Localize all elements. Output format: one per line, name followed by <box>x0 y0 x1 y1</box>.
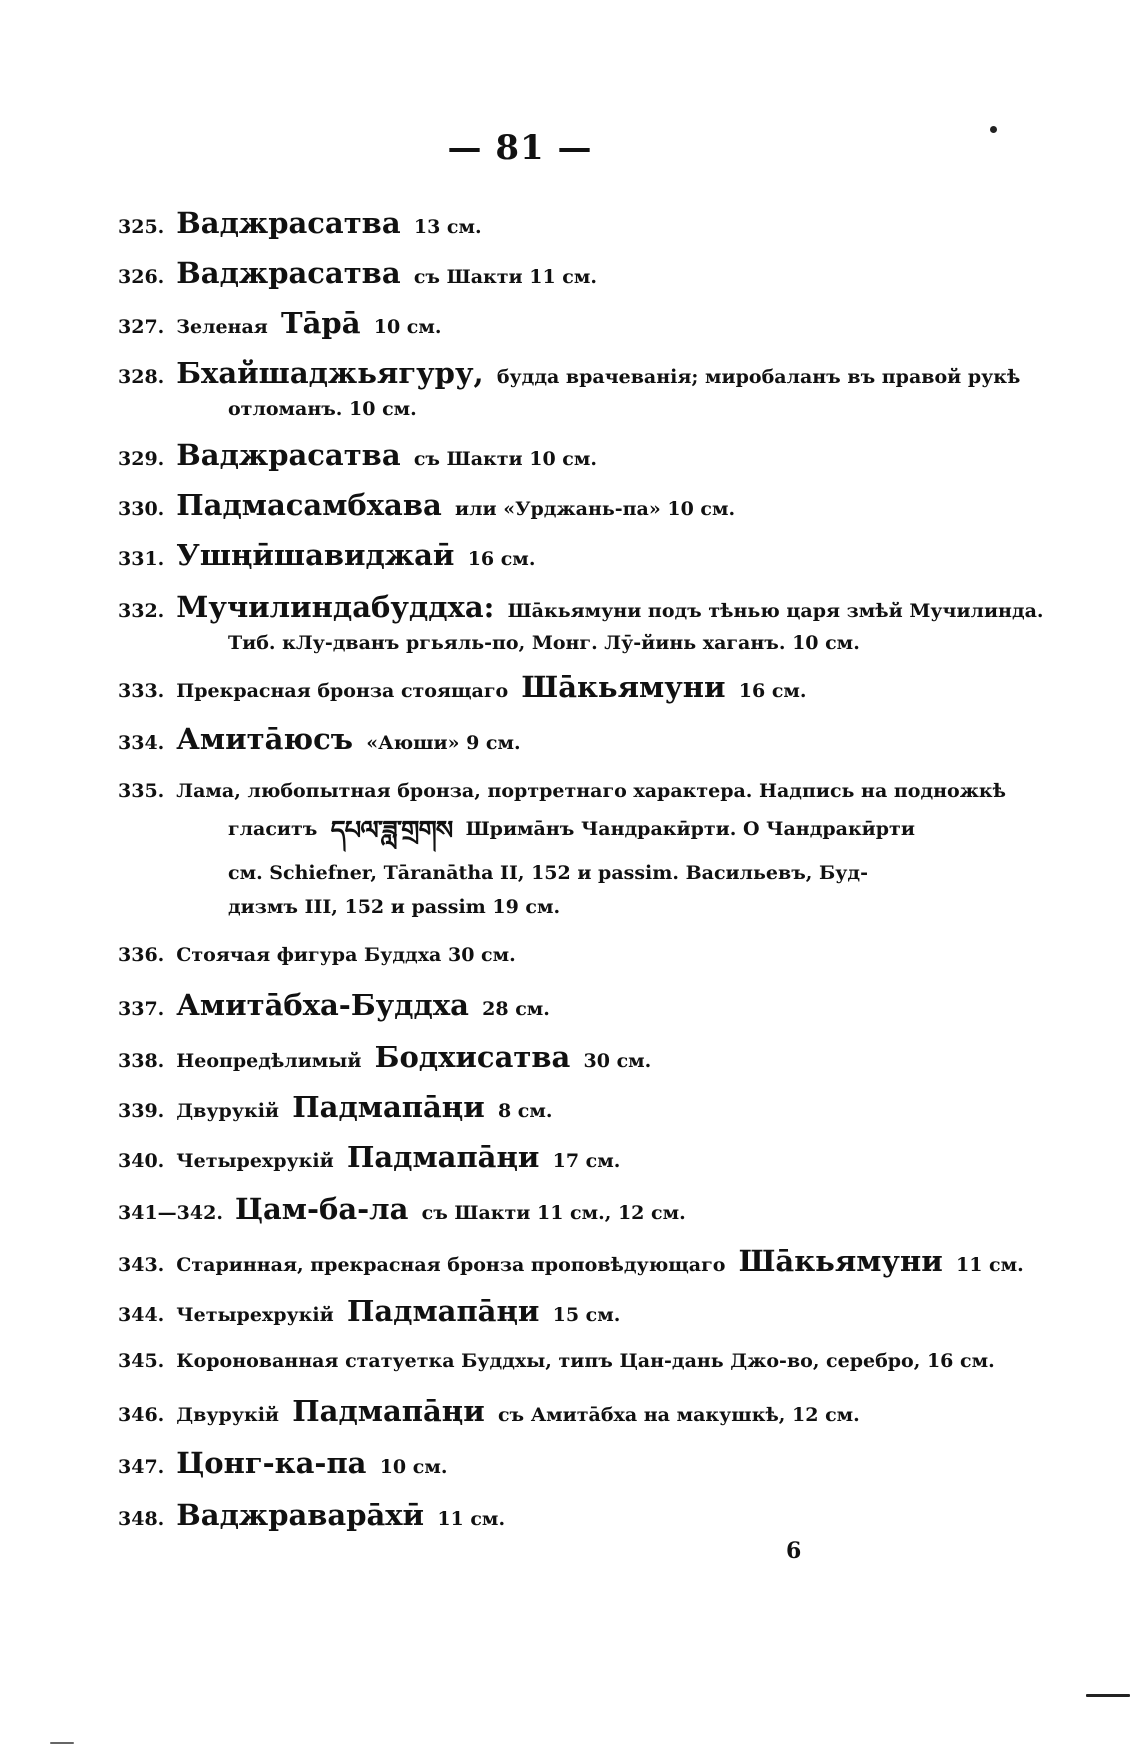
entry-text: Шāкьямуни подъ тѣнью царя змѣй Мучилинда. <box>507 600 1044 622</box>
entry-title: Ваджрасатва <box>176 206 401 240</box>
entry-number: 326. <box>118 266 165 288</box>
entry-text: съ Амитāбха на макушкѣ, 12 см. <box>497 1404 860 1426</box>
catalog-entry-328 <box>118 354 1021 428</box>
entry-text: 30 см. <box>583 1050 652 1072</box>
entry-title: Амитāюсъ <box>176 722 353 756</box>
catalog-entry-334 <box>118 720 938 762</box>
entry-text-prefix: Двурукій <box>176 1404 280 1426</box>
page-number: — 81 — <box>447 128 593 168</box>
entry-text: съ Шакти 10 см. <box>413 448 597 470</box>
entry-title: Шāкьямуни <box>738 1244 943 1278</box>
entry-title: Амитāбха-Буддха <box>176 988 469 1022</box>
catalog-entry-335 <box>118 772 1006 926</box>
catalog-entry-327 <box>118 304 938 346</box>
entry-number: 346. <box>118 1404 165 1426</box>
catalog-entry-329 <box>118 436 938 478</box>
entry-text-prefix: Двурукій <box>176 1100 280 1122</box>
entry-text: 11 см. <box>955 1254 1024 1276</box>
entry-text: Стоячая фигура Буддха 30 см. <box>176 944 516 966</box>
entry-title: Шāкьямуни <box>521 670 726 704</box>
entry-continuation: отломанъ. 10 см. <box>228 398 417 420</box>
entry-title: Мучилиндабуддха: <box>176 590 495 624</box>
entry-title: Ваджраварāхӣ <box>176 1498 425 1532</box>
scan-mark <box>50 1742 74 1744</box>
entry-continuation-tail: Шримāнъ Чандракӣрти. О Чандракӣрти <box>465 818 915 840</box>
entry-number: 332. <box>118 600 165 622</box>
catalog-entry-337 <box>118 986 938 1028</box>
entry-number: 328. <box>118 366 165 388</box>
entry-continuation <box>118 810 938 850</box>
entry-continuation-line4: дизмъ III, 152 и passim 19 см. <box>228 896 561 918</box>
entry-title: Падмапāңи <box>346 1294 540 1328</box>
entry-text: 17 см. <box>552 1150 621 1172</box>
entry-number: 337. <box>118 998 165 1020</box>
catalog-entry-332 <box>118 588 1044 662</box>
entry-title: Падмасамбхава <box>176 488 442 522</box>
entry-text: 16 см. <box>738 680 807 702</box>
catalog-entry-339 <box>118 1088 938 1130</box>
entry-text-prefix: Зеленая <box>176 316 268 338</box>
entry-title: Цонг-ка-па <box>176 1446 367 1480</box>
entry-number: 343. <box>118 1254 165 1276</box>
entry-number: 340. <box>118 1150 165 1172</box>
entry-title: Падмапāңи <box>292 1394 485 1428</box>
entry-title: Тāрā <box>281 306 361 340</box>
catalog-entry-326 <box>118 254 938 296</box>
entry-text: будда врачеванія; миробаланъ въ правой рукѣ <box>496 366 1021 388</box>
entry-continuation-line3: см. Schiefner, Tāranātha II, 152 и passim. Васильевъ, Буд- <box>228 862 868 884</box>
entry-number: 347. <box>118 1456 165 1478</box>
catalog-entry-345 <box>118 1342 995 1380</box>
entry-title: Ушңӣшавиджаӣ <box>176 538 455 572</box>
entry-text: съ Шакти 11 см. <box>413 266 597 288</box>
entry-text-prefix: Четырехрукій <box>176 1304 334 1326</box>
entry-text: Коронованная статуетка Буддхы, типъ Цан-дань Джо-во, серебро, 16 см. <box>176 1350 995 1372</box>
catalog-entry-344 <box>118 1292 938 1334</box>
tibetan-inscription: དཔལ་ཟླ་གྲགས <box>330 816 453 846</box>
entry-text: 8 см. <box>497 1100 553 1122</box>
entry-text-prefix: Старинная, прекрасная бронза проповѣдующаго <box>176 1254 726 1276</box>
entry-text: «Аюши» 9 см. <box>366 732 521 754</box>
sheet-signature: 6 <box>786 1538 802 1564</box>
catalog-entry-343 <box>118 1242 1024 1284</box>
entry-title: Падмапāңи <box>292 1090 485 1124</box>
entry-text: 11 см. <box>437 1508 506 1530</box>
catalog-entry-330 <box>118 486 938 528</box>
entry-number: 344. <box>118 1304 165 1326</box>
entry-text: 16 см. <box>467 548 536 570</box>
scan-speck <box>990 126 997 133</box>
entry-title: Бхайшаджьягуру, <box>176 356 484 390</box>
entry-title: Цам-ба-ла <box>234 1192 409 1226</box>
catalog-entry-347 <box>118 1444 938 1486</box>
catalog-entry-341-342 <box>118 1190 938 1232</box>
entry-text: или «Урджань-па» 10 см. <box>455 498 736 520</box>
catalog-entry-325 <box>118 204 938 246</box>
entry-number: 348. <box>118 1508 165 1530</box>
scan-mark <box>1086 1694 1130 1697</box>
entry-text: 15 см. <box>552 1304 621 1326</box>
catalog-entry-336 <box>118 936 938 974</box>
entry-text-prefix: Прекрасная бронза стоящаго <box>176 680 509 702</box>
entry-text: съ Шакти 11 см., 12 см. <box>421 1202 686 1224</box>
entry-text: 10 см. <box>373 316 442 338</box>
entry-number: 329. <box>118 448 165 470</box>
catalog-entry-331 <box>118 536 938 578</box>
entry-number: 341—342. <box>118 1202 223 1224</box>
entry-title: Бодхисатва <box>374 1040 571 1074</box>
entry-text: 28 см. <box>482 998 550 1020</box>
entry-text-prefix: Четырехрукій <box>176 1150 334 1172</box>
entry-text: 10 см. <box>379 1456 448 1478</box>
entry-number: 335. <box>118 780 165 802</box>
entry-continuation: Тиб. кЛу-дванъ ргьяль-по, Монг. Лӯ-йинь хаганъ. 10 см. <box>228 632 860 654</box>
catalog-entry-338 <box>118 1038 938 1080</box>
entry-number: 334. <box>118 732 165 754</box>
entry-continuation-lead: гласитъ <box>228 818 318 840</box>
entry-number: 330. <box>118 498 165 520</box>
entry-text: 13 см. <box>413 216 482 238</box>
entry-number: 331. <box>118 548 165 570</box>
entry-text: Лама, любопытная бронза, портретнаго характера. Надпись на подножкѣ <box>176 780 1006 802</box>
catalog-entry-346 <box>118 1392 938 1434</box>
entry-number: 325. <box>118 216 165 238</box>
entry-number: 339. <box>118 1100 165 1122</box>
entry-number: 327. <box>118 316 165 338</box>
entry-number: 333. <box>118 680 165 702</box>
entry-text-prefix: Неопредѣлимый <box>176 1050 362 1072</box>
entry-number: 345. <box>118 1350 165 1372</box>
entry-title: Ваджрасатва <box>176 256 401 290</box>
entry-title: Ваджрасатва <box>176 438 401 472</box>
catalog-entry-348 <box>118 1496 938 1538</box>
entry-number: 338. <box>118 1050 165 1072</box>
entry-number: 336. <box>118 944 165 966</box>
catalog-entry-333 <box>118 668 938 710</box>
catalog-entry-340 <box>118 1138 938 1180</box>
entry-title: Падмапāңи <box>346 1140 540 1174</box>
